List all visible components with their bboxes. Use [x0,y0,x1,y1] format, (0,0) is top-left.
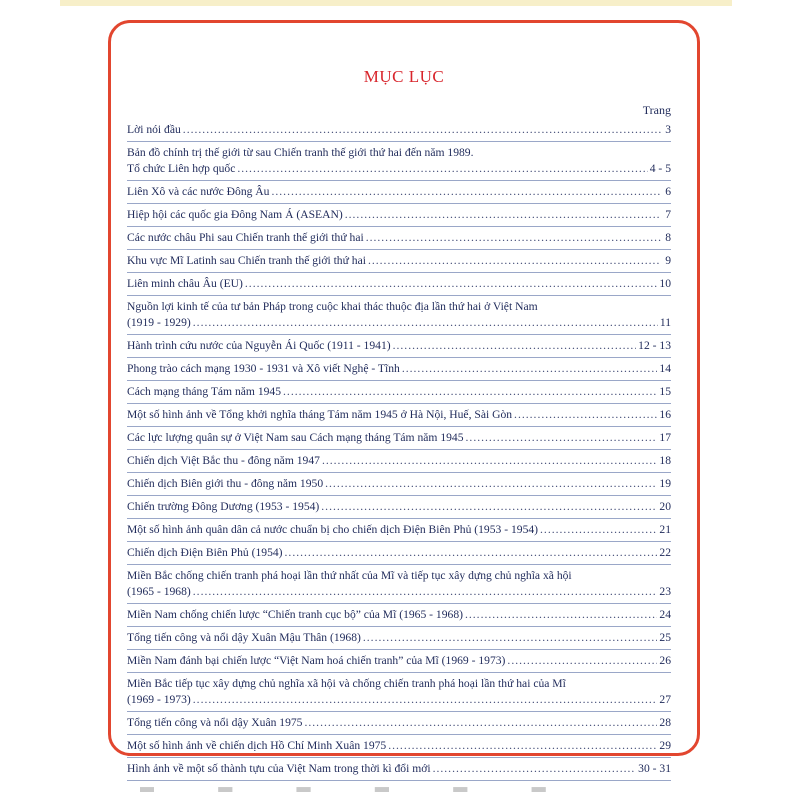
separator-line [127,334,671,335]
toc-entry[interactable] [127,630,671,646]
separator-line [127,357,671,358]
toc-entry-text: Một số hình ảnh về chiến dịch Hồ Chí Minh Xuân 1975 [127,739,387,752]
toc-entry-text: Miền Bắc tiếp tục xây dựng chủ nghĩa xã hội và chống chiến tranh phá hoại lần thứ hai của Mĩ [127,677,566,690]
toc-entry[interactable] [127,453,671,469]
dot-leader [393,338,637,354]
toc-page-number: 6 [665,185,671,198]
toc-page-number: 27 [659,693,671,706]
separator-line [127,226,671,227]
toc-page-number: 15 [659,385,671,398]
toc-entry[interactable] [127,568,671,600]
toc-page-number: 8 [665,231,671,244]
separator-line [127,495,671,496]
dot-leader [466,430,658,446]
separator-line [127,141,671,142]
toc-entry-text: Các nước châu Phi sau Chiến tranh thế giới thứ hai [127,231,364,244]
dot-leader [237,161,647,177]
toc-page-number: 7 [665,208,671,221]
toc-entry[interactable] [127,715,671,731]
dot-leader [402,361,658,377]
toc-entry-text: Hiệp hội các quốc gia Đông Nam Á (ASEAN) [127,208,343,221]
separator-line [127,403,671,404]
toc-page-number: 22 [659,546,671,559]
dot-leader [183,122,661,138]
toc-list [127,122,671,784]
toc-page-number: 26 [659,654,671,667]
toc-entry[interactable] [127,299,671,331]
toc-entry-text: Hành trình cứu nước của Nguyễn Ái Quốc (1911 - 1941) [127,339,391,352]
toc-entry-text: Các lực lượng quân sự ở Việt Nam sau Cách mạng tháng Tám năm 1945 [127,431,464,444]
toc-entry-text: Một số hình ảnh quân dân cả nước chuẩn bị cho chiến dịch Điện Biên Phủ (1953 - 1954) [127,523,539,536]
toc-entry-text: Liên minh châu Âu (EU) [127,277,243,290]
separator-line [127,426,671,427]
toc-entry-text: Liên Xô và các nước Đông Âu [127,185,270,198]
toc-entry[interactable] [127,407,671,423]
top-color-strip [60,0,732,6]
toc-page-number: 11 [659,316,671,329]
dot-leader [304,715,657,731]
toc-entry-text: (1919 - 1929) [127,316,191,329]
dot-leader [368,253,661,269]
dot-leader [193,692,658,708]
toc-entry[interactable] [127,430,671,446]
dot-leader [345,207,661,223]
toc-entry[interactable] [127,145,671,177]
toc-entry-text: Nguồn lợi kinh tế của tư bản Pháp trong cuộc khai thác thuộc địa lần thứ hai ở Việt Nam [127,300,538,313]
page-title: MỤC LỤC [363,67,445,86]
separator-line [127,541,671,542]
dot-leader [363,630,658,646]
toc-page-number: 21 [659,523,671,536]
toc-entry[interactable] [127,476,671,492]
separator-line [127,672,671,673]
separator-line [127,564,671,565]
toc-page-number: 18 [659,454,671,467]
toc-page-number: 3 [665,123,671,136]
separator-line [127,295,671,296]
dot-leader [271,184,661,200]
toc-entry-text: Chiến dịch Biên giới thu - đông năm 1950 [127,477,324,490]
toc-page-number: 14 [659,362,671,375]
toc-entry[interactable] [127,499,671,515]
toc-page-number: 23 [659,585,671,598]
toc-entry[interactable] [127,384,671,400]
separator-line [127,626,671,627]
separator-line [127,518,671,519]
toc-entry-text: Chiến dịch Việt Bắc thu - đông năm 1947 [127,454,320,467]
separator-line [127,603,671,604]
toc-entry-text: Miền Nam chống chiến lược “Chiến tranh cục bộ” của Mĩ (1965 - 1968) [127,608,463,621]
toc-entry-text: Miền Nam đánh bại chiến lược “Việt Nam hoá chiến tranh” của Mĩ (1969 - 1973) [127,654,506,667]
dot-leader [540,522,657,538]
toc-entry-text: Tổng tiến công và nổi dậy Xuân Mậu Thân (1968) [127,631,361,644]
toc-page-number: 19 [659,477,671,490]
dot-leader [193,315,658,331]
toc-entry[interactable] [127,361,671,377]
dot-leader [283,384,657,400]
toc-page-number: 4 - 5 [649,162,671,175]
separator-line [127,649,671,650]
dot-leader [285,545,658,561]
toc-entry-text: Một số hình ảnh về Tổng khởi nghĩa tháng Tám năm 1945 ở Hà Nội, Huế, Sài Gòn [127,408,513,421]
toc-page-number: 9 [665,254,671,267]
toc-page-number: 20 [659,500,671,513]
toc-entry[interactable] [127,207,671,223]
toc-page-number: 24 [659,608,671,621]
toc-entry-text: Tổng tiến công và nổi dậy Xuân 1975 [127,716,303,729]
toc-page-number: 10 [659,277,671,290]
dot-leader [245,276,658,292]
toc-entry[interactable] [127,338,671,354]
page-column-header: Trang [642,103,671,117]
toc-entry[interactable] [127,276,671,292]
toc-page-number: 16 [659,408,671,421]
toc-entry[interactable] [127,607,671,623]
separator-line [127,711,671,712]
toc-page-number: 25 [659,631,671,644]
toc-page-number: 30 - 31 [638,762,671,775]
toc-frame [108,20,700,775]
toc-entry-text: Bản đồ chính trị thế giới từ sau Chiến tranh thế giới thứ hai đến năm 1989. [127,146,474,159]
separator-line [127,734,671,735]
separator-line [127,380,671,381]
separator-line [127,272,671,273]
dot-leader [321,499,657,515]
toc-entry-text: Hình ảnh về một số thành tựu của Việt Nam trong thời kì đổi mới [127,762,431,775]
dot-leader [325,476,657,492]
dot-leader [322,453,657,469]
toc-entry[interactable] [127,522,671,538]
toc-entry[interactable] [127,653,671,669]
toc-entry[interactable] [127,253,671,269]
dot-leader [388,738,657,754]
toc-entry-text: Cách mạng tháng Tám năm 1945 [127,385,282,398]
toc-entry-text: Chiến trường Đông Dương (1953 - 1954) [127,500,320,513]
toc-entry-text: Phong trào cách mạng 1930 - 1931 và Xô viết Nghệ - Tĩnh [127,362,400,375]
toc-entry[interactable] [127,184,671,200]
toc-entry-text: Miền Bắc chống chiến tranh phá hoại lần thứ nhất của Mĩ và tiếp tục xây dựng chủ nghĩa xã hội [127,569,572,582]
separator-line [127,757,671,758]
toc-entry-text: Chiến dịch Điện Biên Phủ (1954) [127,546,283,559]
toc-entry[interactable] [127,230,671,246]
toc-page-number: 28 [659,716,671,729]
separator-line [127,180,671,181]
dot-leader [507,653,657,669]
toc-entry[interactable] [127,738,671,754]
toc-page-number: 29 [659,739,671,752]
toc-entry[interactable] [127,676,671,708]
dot-leader [465,607,657,623]
toc-entry-text: Lời nói đầu [127,123,181,136]
dot-leader [514,407,657,423]
toc-entry-text: (1969 - 1973) [127,693,191,706]
dot-leader [366,230,661,246]
separator-line [127,472,671,473]
toc-entry[interactable] [127,122,671,138]
toc-entry-text: (1965 - 1968) [127,585,191,598]
separator-line [127,203,671,204]
toc-page-number: 12 - 13 [638,339,671,352]
separator-line [127,249,671,250]
separator-line [127,449,671,450]
toc-page-number: 17 [659,431,671,444]
dot-leader [193,584,658,600]
toc-entry[interactable] [127,545,671,561]
bottom-decoration: ▂ ▂ ▂ ▂ ▂ ▂ [140,772,576,792]
toc-entry-text: Khu vực Mĩ Latinh sau Chiến tranh thế giới thứ hai [127,254,366,267]
toc-entry-text: Tổ chức Liên hợp quốc [127,162,236,175]
